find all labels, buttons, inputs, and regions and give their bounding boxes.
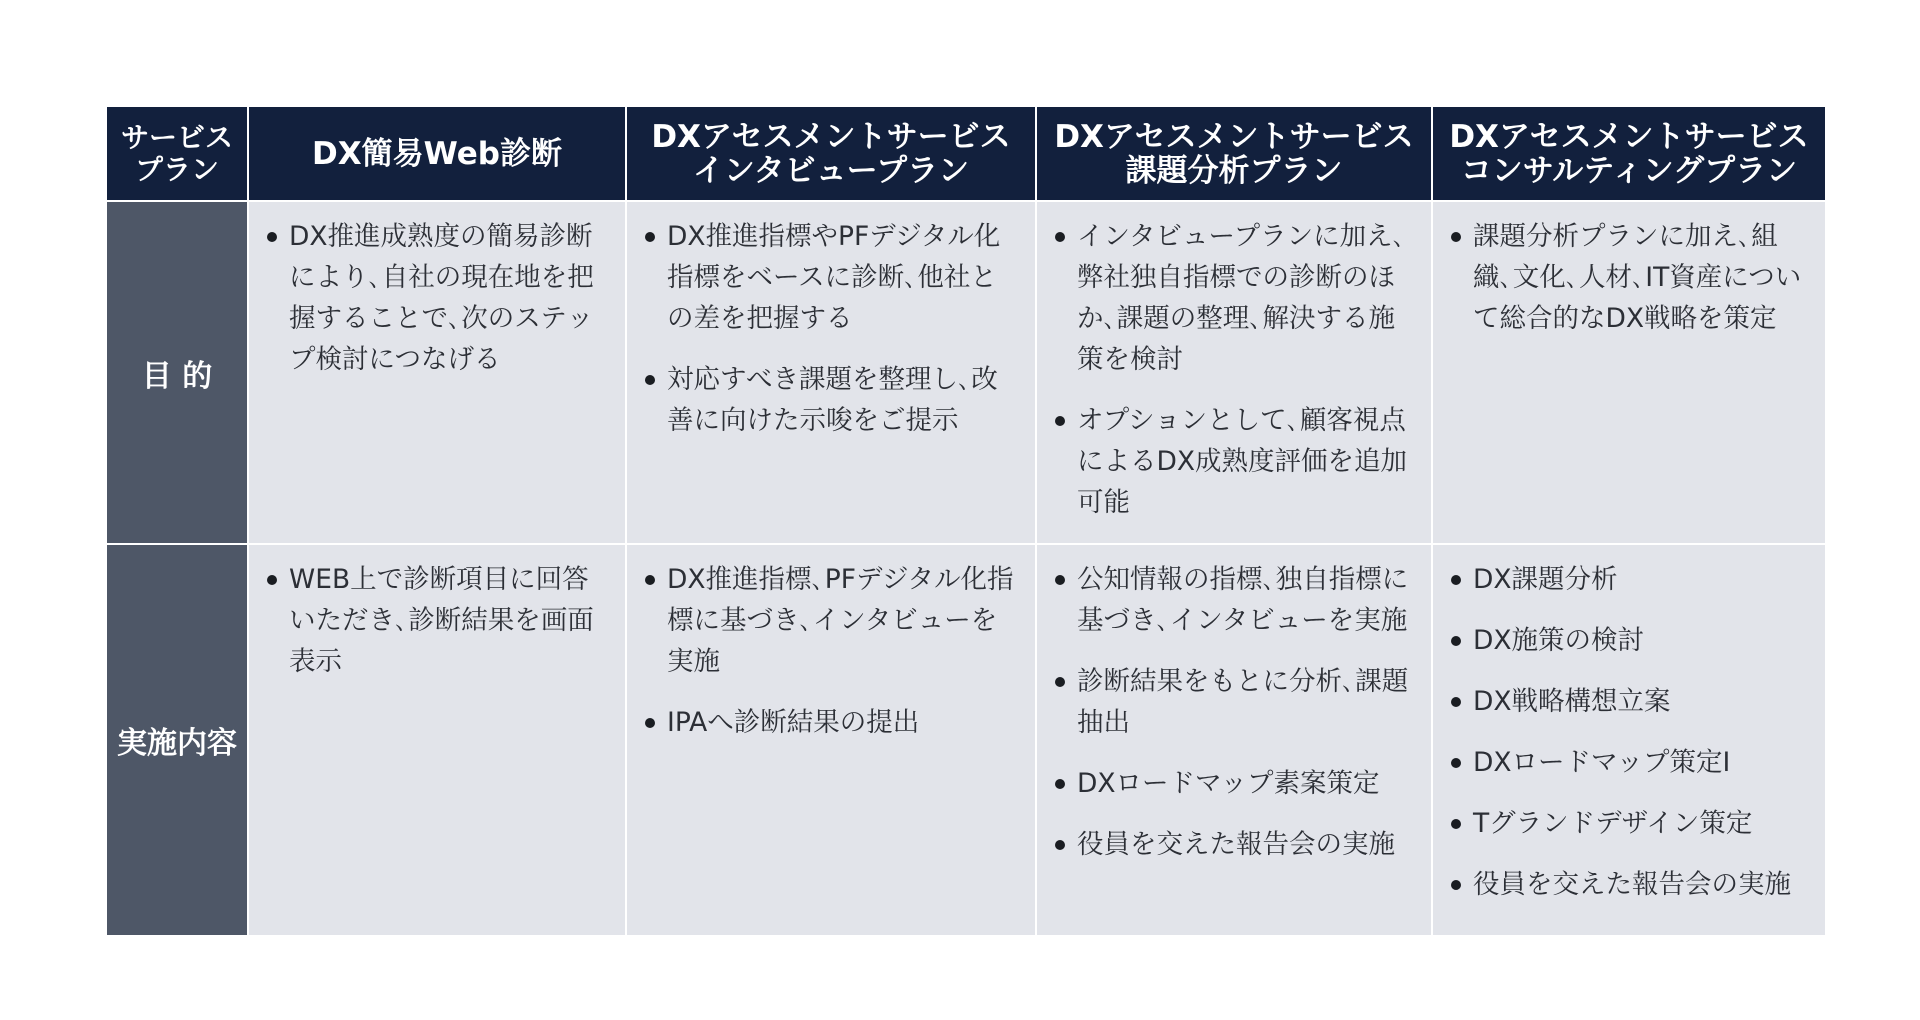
list-item: 公知情報の指標､独自指標に基づき､インタビューを実施	[1055, 559, 1419, 641]
bullet-list	[249, 545, 625, 692]
list-item: 対応すべき課題を整理し､改善に向けた示唆をご提示	[645, 359, 1023, 441]
list-item: インタビュープランに加え､弊社独自指標での診断のほか､課題の整理､解決する施策を検討	[1055, 216, 1419, 380]
bullet-list	[1433, 202, 1825, 349]
list-item: 診断結果をもとに分析､課題抽出	[1055, 661, 1419, 743]
bullet-list	[627, 545, 1035, 753]
list-item: DX推進指標やPFデジタル化指標をベースに診断､他社との差を把握する	[645, 216, 1023, 339]
list-item: DX施策の検討	[1451, 620, 1813, 661]
purpose-cell-interview-plan	[626, 201, 1036, 544]
content-cell-interview-plan	[626, 544, 1036, 936]
purpose-cell-issue-analysis-plan	[1036, 201, 1432, 544]
list-item: Tグランドデザイン策定	[1451, 803, 1813, 844]
list-item: 役員を交えた報告会の実施	[1451, 864, 1813, 905]
content-cell-consulting-plan	[1432, 544, 1826, 936]
column-header-interview-plan: DXアセスメントサービス インタビュープラン	[626, 106, 1036, 201]
content-cell-web-diagnosis	[248, 544, 626, 936]
purpose-row	[106, 201, 1826, 544]
content-row	[106, 544, 1826, 936]
row-header-content: 実施内容	[106, 544, 248, 936]
list-item: DX戦略構想立案	[1451, 681, 1813, 722]
header-row	[106, 106, 1826, 201]
list-item: DXロードマップ策定I	[1451, 742, 1813, 783]
list-item: オプションとして､顧客視点によるDX成熟度評価を追加可能	[1055, 400, 1419, 523]
service-plan-table	[105, 105, 1827, 937]
list-item: IPAへ診断結果の提出	[645, 702, 1023, 743]
bullet-list	[249, 202, 625, 390]
content-cell-issue-analysis-plan	[1036, 544, 1432, 936]
list-item: DX推進成熟度の簡易診断により､自社の現在地を把握することで､次のステップ検討につなげる	[267, 216, 613, 380]
bullet-list	[1433, 545, 1825, 935]
column-header-web-diagnosis: DX簡易Web診断	[248, 106, 626, 201]
row-header-purpose: 目 的	[106, 201, 248, 544]
list-item: DX推進指標､PFデジタル化指標に基づき､インタビューを実施	[645, 559, 1023, 682]
corner-header: サービス プラン	[106, 106, 248, 201]
list-item: DX課題分析	[1451, 559, 1813, 600]
list-item: 役員を交えた報告会の実施	[1055, 824, 1419, 865]
purpose-cell-consulting-plan	[1432, 201, 1826, 544]
bullet-list	[627, 202, 1035, 451]
bullet-list	[1037, 545, 1431, 875]
column-header-issue-analysis-plan: DXアセスメントサービス 課題分析プラン	[1036, 106, 1432, 201]
column-header-consulting-plan: DXアセスメントサービス コンサルティングプラン	[1432, 106, 1826, 201]
bullet-list	[1037, 202, 1431, 533]
list-item: 課題分析プランに加え､組織､文化､人材､IT資産について総合的なDX戦略を策定	[1451, 216, 1813, 339]
list-item: WEB上で診断項目に回答いただき､診断結果を画面表示	[267, 559, 613, 682]
purpose-cell-web-diagnosis	[248, 201, 626, 544]
list-item: DXロードマップ素案策定	[1055, 763, 1419, 804]
